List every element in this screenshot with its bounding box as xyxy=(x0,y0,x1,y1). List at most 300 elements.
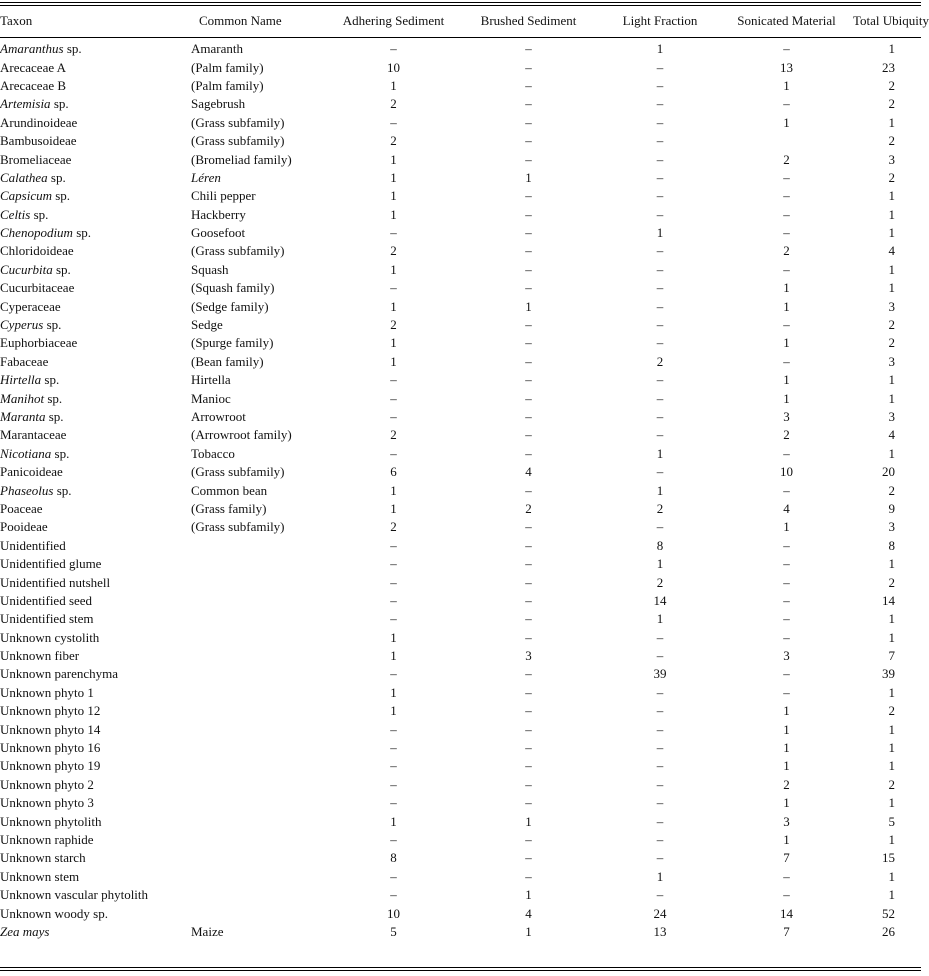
cell-light-fraction: – xyxy=(656,758,664,774)
cell-sonicated-material: 2 xyxy=(783,243,790,259)
table-row xyxy=(0,831,929,849)
cell-adhering-sediment: 1 xyxy=(390,298,397,314)
cell-light-fraction: 1 xyxy=(656,445,664,461)
cell-light-fraction: 14 xyxy=(653,592,667,608)
cell-brushed-sediment: – xyxy=(525,133,532,149)
taxon-name: Unknown woody sp. xyxy=(0,905,108,921)
table-row xyxy=(0,702,929,720)
cell-sonicated-material: – xyxy=(783,629,790,645)
cell-brushed-sediment: – xyxy=(525,740,532,756)
cell-common-name: Tobacco xyxy=(191,445,235,461)
cell-total-ubiquity: 1 xyxy=(888,684,895,700)
cell-total-ubiquity: 1 xyxy=(888,831,895,847)
cell-light-fraction: – xyxy=(656,317,664,333)
cell-brushed-sediment: – xyxy=(525,703,532,719)
cell-brushed-sediment: 1 xyxy=(525,169,532,185)
taxon-genus: Amaranthus xyxy=(0,41,64,57)
taxon-name: Bromeliaceae xyxy=(0,151,72,167)
cell-total-ubiquity: 1 xyxy=(888,280,895,296)
table-row xyxy=(0,647,929,665)
table-row xyxy=(0,58,929,76)
cell-sonicated-material: – xyxy=(783,96,790,112)
cell-taxon xyxy=(0,261,191,279)
cell-light-fraction: 24 xyxy=(653,905,667,921)
table-row xyxy=(0,316,929,334)
cell-total-ubiquity: 5 xyxy=(888,813,895,829)
cell-light-fraction: – xyxy=(656,831,664,847)
cell-light-fraction: 2 xyxy=(656,574,664,590)
cell-taxon xyxy=(0,187,191,205)
cell-brushed-sediment: – xyxy=(525,96,532,112)
taxon-name: Arecaceae A xyxy=(0,59,67,75)
cell-sonicated-material: 3 xyxy=(783,648,790,664)
cell-total-ubiquity: 1 xyxy=(888,868,895,884)
cell-brushed-sediment: – xyxy=(525,409,532,424)
cell-brushed-sediment: 1 xyxy=(525,887,532,903)
cell-common-name xyxy=(191,555,327,573)
cell-light-fraction: – xyxy=(656,776,664,792)
taxon-name: Unknown parenchyma xyxy=(0,666,119,682)
table-row xyxy=(0,463,929,481)
cell-adhering-sediment: 2 xyxy=(390,317,397,333)
cell-total-ubiquity: 2 xyxy=(888,703,895,719)
table-row xyxy=(0,923,929,941)
cell-taxon xyxy=(0,242,191,260)
cell-adhering-sediment: – xyxy=(390,556,397,572)
cell-adhering-sediment: – xyxy=(390,831,397,847)
cell-light-fraction: – xyxy=(656,77,664,93)
cell-adhering-sediment: 1 xyxy=(390,813,397,829)
cell-adhering-sediment: – xyxy=(390,758,397,774)
cell-taxon xyxy=(0,132,191,150)
cell-brushed-sediment: – xyxy=(525,629,532,645)
cell-brushed-sediment: – xyxy=(525,188,532,204)
cell-light-fraction: – xyxy=(656,648,664,664)
table-row xyxy=(0,739,929,757)
cell-sonicated-material xyxy=(723,132,850,150)
cell-common-name xyxy=(191,757,327,775)
cell-common-name: Amaranth xyxy=(191,41,243,57)
cell-adhering-sediment: 1 xyxy=(390,703,397,719)
taxon-genus: Phaseolus xyxy=(0,482,54,498)
table-row xyxy=(0,812,929,830)
table-row xyxy=(0,757,929,775)
cell-light-fraction: 1 xyxy=(656,611,664,627)
cell-common-name: (Bromeliad family) xyxy=(191,151,292,167)
cell-light-fraction: – xyxy=(656,372,664,388)
cell-adhering-sediment: 1 xyxy=(390,648,397,664)
bottom-rule-2 xyxy=(0,970,921,971)
header-taxon: Taxon xyxy=(0,13,33,28)
cell-total-ubiquity: 20 xyxy=(882,464,895,480)
cell-total-ubiquity: 1 xyxy=(888,114,895,130)
cell-taxon xyxy=(0,77,191,95)
cell-common-name xyxy=(191,629,327,647)
cell-light-fraction: – xyxy=(656,850,664,866)
cell-brushed-sediment: 1 xyxy=(525,298,532,314)
cell-sonicated-material: – xyxy=(783,592,790,608)
cell-sonicated-material: – xyxy=(783,317,790,333)
cell-common-name: (Grass subfamily) xyxy=(191,243,285,259)
cell-total-ubiquity: 2 xyxy=(888,133,895,149)
cell-light-fraction: – xyxy=(656,464,664,480)
cell-light-fraction: 1 xyxy=(656,556,664,572)
cell-taxon xyxy=(0,169,191,187)
cell-adhering-sediment: – xyxy=(390,592,397,608)
taxon-name: Unidentified seed xyxy=(0,592,93,608)
cell-light-fraction: – xyxy=(656,298,664,314)
cell-taxon xyxy=(0,316,191,334)
table-row xyxy=(0,261,929,279)
cell-common-name xyxy=(191,868,327,886)
cell-total-ubiquity: 2 xyxy=(888,335,895,351)
cell-taxon xyxy=(0,334,191,352)
taxon-name: Chloridoideae xyxy=(0,243,74,259)
cell-light-fraction: 1 xyxy=(656,868,664,884)
cell-taxon xyxy=(0,114,191,132)
cell-adhering-sediment: – xyxy=(390,409,397,424)
cell-brushed-sediment: – xyxy=(525,592,532,608)
cell-common-name: Common bean xyxy=(191,482,268,498)
table-row xyxy=(0,36,929,58)
cell-brushed-sediment: – xyxy=(525,831,532,847)
cell-light-fraction: – xyxy=(656,629,664,645)
cell-taxon xyxy=(0,757,191,775)
cell-common-name: Sagebrush xyxy=(191,96,246,112)
cell-sonicated-material: 1 xyxy=(783,740,790,756)
taxon-genus: Maranta xyxy=(0,409,46,424)
taxon-genus: Zea mays xyxy=(0,923,50,939)
cell-brushed-sediment: – xyxy=(525,427,532,443)
taxon-name: Unidentified nutshell xyxy=(0,574,111,590)
cell-total-ubiquity: 1 xyxy=(888,390,895,406)
taxon-name: Cyperaceae xyxy=(0,298,61,314)
table-row xyxy=(0,389,929,407)
cell-sonicated-material: 1 xyxy=(783,519,790,535)
cell-light-fraction: – xyxy=(656,169,664,185)
taxon-name: Unknown phyto 1 xyxy=(0,684,94,700)
cell-common-name: Maize xyxy=(191,923,224,939)
cell-sonicated-material: 7 xyxy=(783,850,790,866)
cell-light-fraction: 2 xyxy=(656,500,664,516)
taxon-name: sp. xyxy=(41,372,60,388)
cell-light-fraction: – xyxy=(656,188,664,204)
cell-adhering-sediment: 10 xyxy=(387,59,400,75)
cell-taxon xyxy=(0,794,191,812)
taxon-name: sp. xyxy=(51,445,70,461)
table-row xyxy=(0,426,929,444)
cell-adhering-sediment: – xyxy=(390,390,397,406)
cell-brushed-sediment: – xyxy=(525,317,532,333)
cell-taxon xyxy=(0,849,191,867)
cell-taxon xyxy=(0,58,191,76)
taxon-name: Poaceae xyxy=(0,500,43,516)
cell-sonicated-material: – xyxy=(783,169,790,185)
cell-common-name: (Sedge family) xyxy=(191,298,269,314)
table-row xyxy=(0,518,929,536)
cell-brushed-sediment: – xyxy=(525,537,532,553)
taxon-name: Unidentified glume xyxy=(0,556,102,572)
cell-sonicated-material: 1 xyxy=(783,795,790,811)
cell-common-name xyxy=(191,610,327,628)
cell-adhering-sediment: 1 xyxy=(390,188,397,204)
cell-adhering-sediment: 2 xyxy=(390,427,397,443)
cell-adhering-sediment: 5 xyxy=(390,923,397,939)
cell-light-fraction: 2 xyxy=(656,353,664,369)
cell-sonicated-material: 10 xyxy=(780,464,793,480)
cell-common-name: Chili pepper xyxy=(191,188,256,204)
cell-brushed-sediment: – xyxy=(525,666,532,682)
taxon-name: sp. xyxy=(45,409,64,424)
cell-adhering-sediment: 6 xyxy=(390,464,397,480)
taxon-name: Unknown cystolith xyxy=(0,629,100,645)
cell-total-ubiquity: 1 xyxy=(888,188,895,204)
cell-common-name xyxy=(191,794,327,812)
taxon-name: Unknown fiber xyxy=(0,648,80,664)
cell-taxon xyxy=(0,150,191,168)
cell-total-ubiquity: 1 xyxy=(888,758,895,774)
table-row xyxy=(0,187,929,205)
cell-light-fraction: – xyxy=(656,133,664,149)
taxon-name: Unknown starch xyxy=(0,850,86,866)
cell-brushed-sediment: – xyxy=(525,611,532,627)
taxon-name: Unknown phyto 14 xyxy=(0,721,101,737)
table-row xyxy=(0,886,929,904)
table-row xyxy=(0,224,929,242)
cell-total-ubiquity: 26 xyxy=(882,923,895,939)
cell-sonicated-material: 7 xyxy=(783,923,790,939)
cell-light-fraction: – xyxy=(656,96,664,112)
cell-brushed-sediment: – xyxy=(525,556,532,572)
table-row xyxy=(0,500,929,518)
cell-common-name xyxy=(191,904,327,922)
table-row xyxy=(0,537,929,555)
cell-common-name xyxy=(191,665,327,683)
cell-light-fraction: – xyxy=(656,280,664,296)
taxon-name: Unknown phyto 12 xyxy=(0,703,101,719)
cell-common-name: Hackberry xyxy=(191,206,246,222)
table-row xyxy=(0,114,929,132)
cell-common-name xyxy=(191,720,327,738)
cell-brushed-sediment: – xyxy=(525,261,532,277)
cell-adhering-sediment: – xyxy=(390,574,397,590)
cell-sonicated-material: – xyxy=(783,41,790,57)
cell-sonicated-material: – xyxy=(783,887,790,903)
cell-sonicated-material: 1 xyxy=(783,77,790,93)
cell-taxon xyxy=(0,923,191,941)
cell-total-ubiquity: 1 xyxy=(888,556,895,572)
cell-brushed-sediment: – xyxy=(525,372,532,388)
table-row xyxy=(0,665,929,683)
cell-adhering-sediment: – xyxy=(390,41,397,57)
cell-light-fraction: – xyxy=(656,206,664,222)
table-row xyxy=(0,206,929,224)
cell-light-fraction: – xyxy=(656,151,664,167)
cell-total-ubiquity: 14 xyxy=(882,592,895,608)
taxon-name: sp. xyxy=(63,41,82,57)
cell-brushed-sediment: – xyxy=(525,868,532,884)
cell-common-name: Hirtella xyxy=(191,372,231,388)
cell-common-name: Squash xyxy=(191,261,229,277)
taxon-name: Unidentified stem xyxy=(0,611,94,627)
cell-sonicated-material: 2 xyxy=(783,427,790,443)
cell-common-name: Arrowroot xyxy=(191,409,246,424)
cell-total-ubiquity: 3 xyxy=(888,519,895,535)
header-total-ubiquity: Total Ubiquity xyxy=(852,13,929,28)
taxon-name: Pooideae xyxy=(0,519,48,535)
cell-brushed-sediment: – xyxy=(525,114,532,130)
cell-taxon xyxy=(0,95,191,113)
cell-total-ubiquity: 1 xyxy=(888,225,895,241)
cell-light-fraction: – xyxy=(656,261,664,277)
cell-light-fraction: – xyxy=(656,887,664,903)
cell-total-ubiquity: 1 xyxy=(888,887,895,903)
taxon-name: sp. xyxy=(53,482,72,498)
table-row xyxy=(0,353,929,371)
table-row xyxy=(0,445,929,463)
cell-total-ubiquity: 2 xyxy=(888,77,895,93)
cell-light-fraction: – xyxy=(656,684,664,700)
cell-sonicated-material: – xyxy=(783,445,790,461)
header-sonicated-material: Sonicated Material xyxy=(737,13,836,28)
table-row xyxy=(0,849,929,867)
cell-common-name xyxy=(191,739,327,757)
cell-common-name xyxy=(191,831,327,849)
cell-brushed-sediment: 2 xyxy=(525,500,532,516)
taxon-name: Unknown raphide xyxy=(0,831,94,847)
cell-common-name: (Grass subfamily) xyxy=(191,114,285,130)
table-row xyxy=(0,297,929,315)
cell-sonicated-material: – xyxy=(783,482,790,498)
taxon-genus: Artemisia xyxy=(0,96,51,112)
cell-sonicated-material: – xyxy=(783,684,790,700)
cell-brushed-sediment: – xyxy=(525,77,532,93)
cell-taxon xyxy=(0,408,191,426)
cell-adhering-sediment: 1 xyxy=(390,482,397,498)
cell-adhering-sediment: 1 xyxy=(390,261,397,277)
taxon-name: Euphorbiaceae xyxy=(0,335,78,351)
cell-sonicated-material: 4 xyxy=(783,500,790,516)
cell-adhering-sediment: 1 xyxy=(390,206,397,222)
cell-common-name xyxy=(191,537,327,555)
cell-adhering-sediment: – xyxy=(390,372,397,388)
bottom-rule-1 xyxy=(0,967,921,968)
cell-light-fraction: – xyxy=(656,795,664,811)
cell-total-ubiquity: 1 xyxy=(888,740,895,756)
table-row xyxy=(0,904,929,922)
cell-sonicated-material: 1 xyxy=(783,390,790,406)
taxon-name: Arundinoideae xyxy=(0,114,78,130)
cell-total-ubiquity: 23 xyxy=(882,59,895,75)
cell-total-ubiquity: 3 xyxy=(888,409,895,424)
table-row xyxy=(0,555,929,573)
cell-total-ubiquity: 1 xyxy=(888,41,895,57)
taxon-genus: Calathea xyxy=(0,169,48,185)
taxon-name: sp. xyxy=(47,169,66,185)
cell-total-ubiquity: 1 xyxy=(888,611,895,627)
cell-total-ubiquity: 9 xyxy=(888,500,895,516)
cell-adhering-sediment: 2 xyxy=(390,133,397,149)
cell-taxon xyxy=(0,776,191,794)
taxon-name: Unknown stem xyxy=(0,868,80,884)
cell-sonicated-material: – xyxy=(783,556,790,572)
cell-taxon xyxy=(0,702,191,720)
table-row xyxy=(0,684,929,702)
taxon-name: Fabaceae xyxy=(0,353,49,369)
taxon-genus: Cucurbita xyxy=(0,261,53,277)
cell-total-ubiquity: 2 xyxy=(888,169,895,185)
cell-brushed-sediment: 1 xyxy=(525,813,532,829)
cell-brushed-sediment: – xyxy=(525,574,532,590)
cell-adhering-sediment: – xyxy=(390,225,397,241)
taxon-name: Unknown phyto 19 xyxy=(0,758,101,774)
cell-total-ubiquity: 1 xyxy=(888,795,895,811)
table-row xyxy=(0,481,929,499)
cell-total-ubiquity: 1 xyxy=(888,629,895,645)
table-row xyxy=(0,132,929,150)
cell-adhering-sediment: – xyxy=(390,537,397,553)
cell-taxon xyxy=(0,36,191,58)
cell-light-fraction: – xyxy=(656,335,664,351)
cell-sonicated-material: – xyxy=(783,206,790,222)
cell-brushed-sediment: – xyxy=(525,721,532,737)
cell-taxon xyxy=(0,371,191,389)
cell-common-name: (Palm family) xyxy=(191,59,264,75)
cell-adhering-sediment: – xyxy=(390,795,397,811)
cell-common-name: Léren xyxy=(191,169,221,185)
cell-light-fraction: 39 xyxy=(653,666,667,682)
table-row xyxy=(0,794,929,812)
cell-total-ubiquity: 1 xyxy=(888,261,895,277)
cell-sonicated-material: 1 xyxy=(783,280,790,296)
taxon-name: Unknown phyto 2 xyxy=(0,776,94,792)
table-row xyxy=(0,150,929,168)
cell-taxon xyxy=(0,555,191,573)
cell-total-ubiquity: 4 xyxy=(888,427,895,443)
cell-brushed-sediment: – xyxy=(525,850,532,866)
cell-total-ubiquity: 8 xyxy=(888,537,895,553)
cell-brushed-sediment: – xyxy=(525,445,532,461)
taxon-genus: Chenopodium xyxy=(0,225,73,241)
cell-total-ubiquity: 1 xyxy=(888,721,895,737)
cell-adhering-sediment: – xyxy=(390,114,397,130)
cell-taxon xyxy=(0,463,191,481)
cell-brushed-sediment: – xyxy=(525,206,532,222)
cell-light-fraction: 8 xyxy=(656,537,664,553)
header-common-name: Common Name xyxy=(199,13,282,28)
cell-light-fraction: 13 xyxy=(653,923,667,939)
cell-adhering-sediment: 1 xyxy=(390,335,397,351)
cell-brushed-sediment: 1 xyxy=(525,923,532,939)
cell-common-name: (Bean family) xyxy=(191,353,264,369)
cell-taxon xyxy=(0,812,191,830)
taxon-name: Unknown vascular phytolith xyxy=(0,887,149,903)
cell-taxon xyxy=(0,518,191,536)
cell-light-fraction: – xyxy=(656,519,664,535)
table-row xyxy=(0,169,929,187)
cell-taxon xyxy=(0,886,191,904)
taxon-name: Bambusoideae xyxy=(0,133,77,149)
cell-adhering-sediment: – xyxy=(390,721,397,737)
cell-taxon xyxy=(0,665,191,683)
cell-sonicated-material: 1 xyxy=(783,758,790,774)
taxon-genus: Manihot xyxy=(0,390,45,406)
cell-light-fraction: – xyxy=(656,740,664,756)
taxon-name: Panicoideae xyxy=(0,464,63,480)
taxon-name: sp. xyxy=(50,96,69,112)
cell-sonicated-material: – xyxy=(783,225,790,241)
table-row xyxy=(0,573,929,591)
